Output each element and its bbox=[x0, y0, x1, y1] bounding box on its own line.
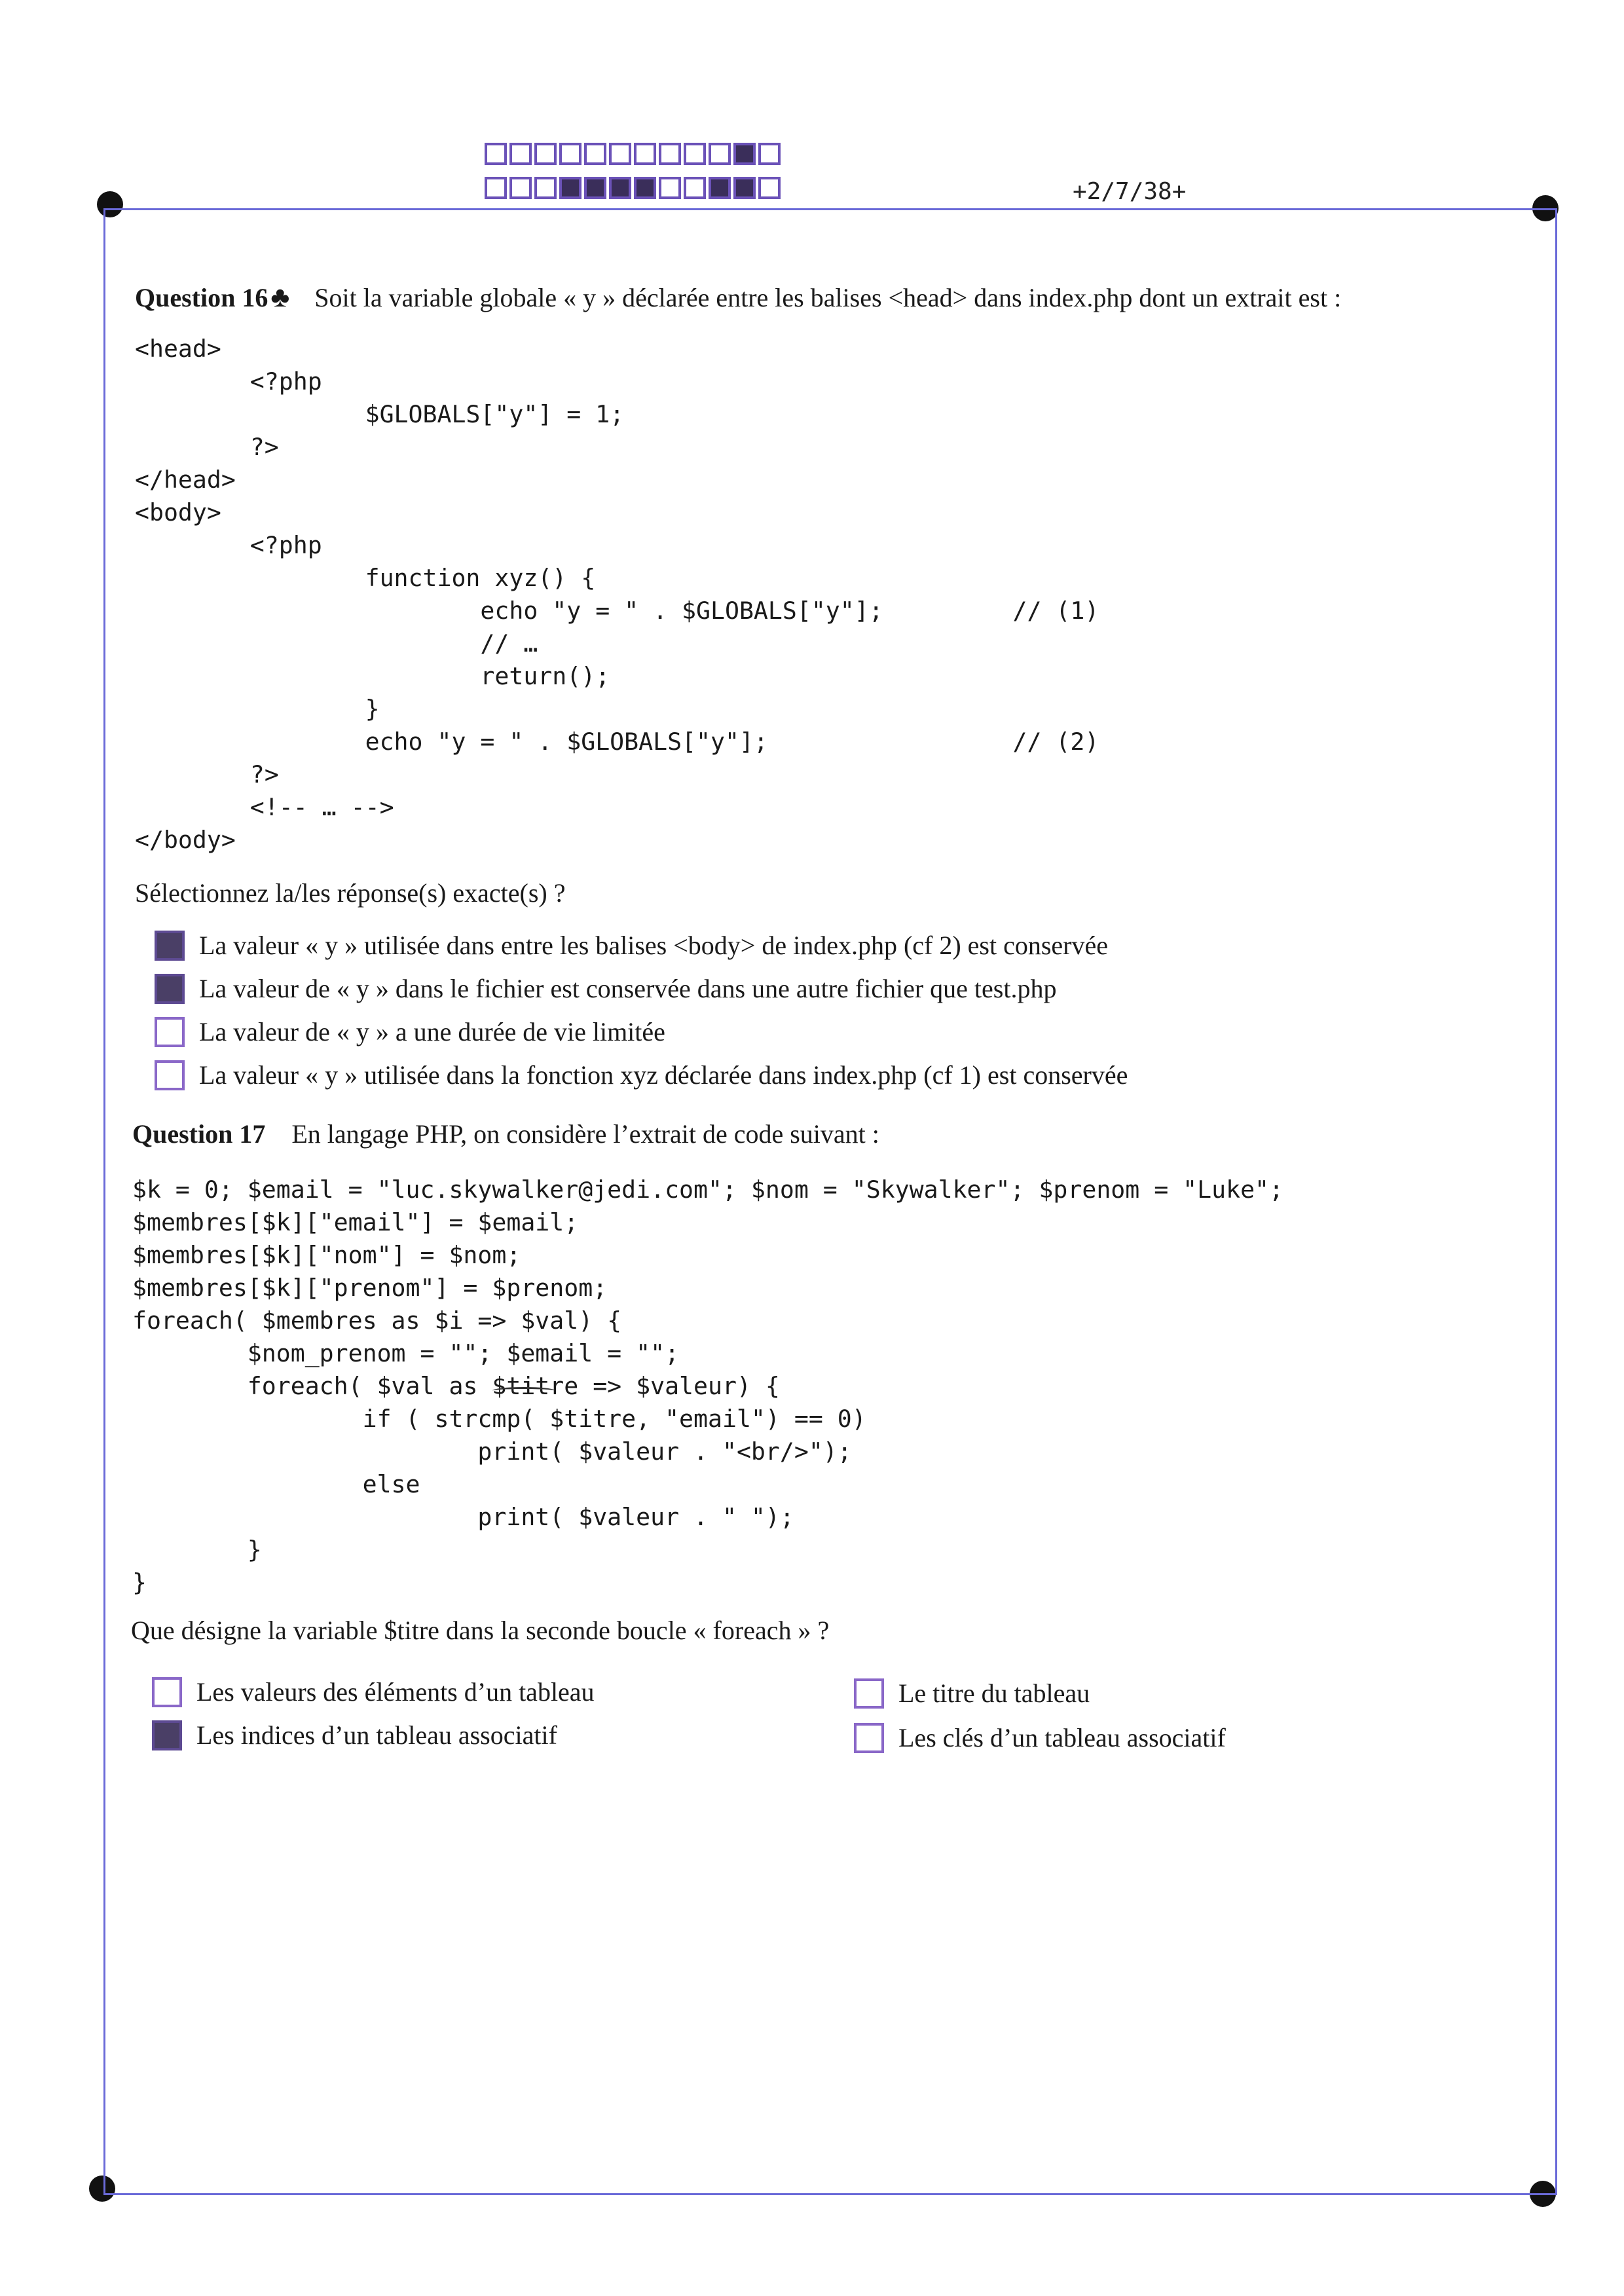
q16-answer-4[interactable] bbox=[155, 1060, 1128, 1090]
q16-answer-3[interactable] bbox=[155, 1016, 665, 1047]
barcode-cell bbox=[733, 143, 756, 165]
question-16-text: Soit la variable globale « y » déclarée entre les balises <head> dans index.php dont un extrait est : bbox=[314, 283, 1342, 312]
barcode-cell bbox=[485, 143, 507, 165]
barcode-cell bbox=[758, 143, 781, 165]
q16-answer-2[interactable] bbox=[155, 973, 1056, 1004]
q17-answer-4[interactable] bbox=[854, 1722, 1226, 1753]
q17-answer-2[interactable] bbox=[152, 1720, 557, 1750]
barcode-cell bbox=[609, 177, 631, 199]
barcode-cell bbox=[758, 177, 781, 199]
q17-answer-1-label: Les valeurs des éléments d’un tableau bbox=[196, 1677, 595, 1707]
question-17-label: Question 17 bbox=[132, 1119, 266, 1149]
barcode-cell bbox=[584, 143, 606, 165]
q16-answer-1-checkbox[interactable] bbox=[155, 931, 185, 961]
q16-answer-4-label: La valeur « y » utilisée dans la fonction xyz déclarée dans index.php (cf 1) est conservée bbox=[199, 1060, 1128, 1090]
question-16-code: <head> <?php $GLOBALS["y"] = 1; ?> </head> <body> <?php function xyz() { echo "y = " . $GLOBALS["y"]; // (1) // … return(); } echo "y = " . $GLOBALS["y"]; // (2) ?> <!-- … --> </body> bbox=[135, 335, 1099, 854]
q17-answer-1-checkbox[interactable] bbox=[152, 1677, 182, 1707]
q17-answer-4-label: Les clés d’un tableau associatif bbox=[898, 1723, 1226, 1752]
q16-answer-4-checkbox[interactable] bbox=[155, 1060, 185, 1090]
q17-answer-2-label: Les indices d’un tableau associatif bbox=[196, 1720, 557, 1750]
barcode-cell bbox=[509, 177, 532, 199]
barcode-cell bbox=[559, 177, 581, 199]
club-icon: ♣ bbox=[270, 281, 290, 313]
barcode-cell bbox=[634, 143, 656, 165]
q17-answer-3-label: Le titre du tableau bbox=[898, 1678, 1090, 1708]
barcode-cell bbox=[509, 143, 532, 165]
page-id: +2/7/38+ bbox=[1073, 178, 1187, 205]
barcode-cell bbox=[485, 177, 507, 199]
barcode-cell bbox=[709, 177, 731, 199]
q16-answer-1-label: La valeur « y » utilisée dans entre les balises <body> de index.php (cf 2) est conservée bbox=[199, 931, 1109, 960]
question-16-prompt: Sélectionnez la/les réponse(s) exacte(s) ? bbox=[135, 878, 566, 908]
q16-answer-3-checkbox[interactable] bbox=[155, 1017, 185, 1047]
barcode-cell bbox=[559, 143, 581, 165]
question-17-prompt: Que désigne la variable $titre dans la seconde boucle « foreach » ? bbox=[131, 1616, 830, 1645]
barcode-cell bbox=[709, 143, 731, 165]
barcode-cell bbox=[684, 177, 706, 199]
barcode-cell bbox=[634, 177, 656, 199]
barcode-cell bbox=[534, 177, 557, 199]
question-17-header bbox=[132, 1119, 879, 1149]
handwritten-underline bbox=[492, 1387, 555, 1394]
q17-answer-3-checkbox[interactable] bbox=[854, 1678, 884, 1709]
barcode-top-row bbox=[485, 143, 783, 165]
barcode-cell bbox=[659, 177, 681, 199]
q17-answer-4-checkbox[interactable] bbox=[854, 1723, 884, 1753]
q16-answer-2-label: La valeur de « y » dans le fichier est conservée dans une autre fichier que test.php bbox=[199, 974, 1057, 1003]
barcode-bottom-row bbox=[485, 177, 783, 199]
q16-answer-3-label: La valeur de « y » a une durée de vie limitée bbox=[199, 1017, 665, 1046]
barcode-cell bbox=[584, 177, 606, 199]
barcode-cell bbox=[659, 143, 681, 165]
q16-answer-2-checkbox[interactable] bbox=[155, 974, 185, 1004]
q17-answer-3[interactable] bbox=[854, 1678, 1090, 1709]
question-16-label: Question 16 bbox=[135, 283, 268, 312]
q17-answer-1[interactable] bbox=[152, 1676, 595, 1707]
barcode-cell bbox=[609, 143, 631, 165]
barcode-cell bbox=[684, 143, 706, 165]
question-17-text: En langage PHP, on considère l’extrait de code suivant : bbox=[291, 1119, 879, 1149]
barcode-cell bbox=[534, 143, 557, 165]
q16-answer-1[interactable] bbox=[155, 930, 1108, 961]
barcode-cell bbox=[733, 177, 756, 199]
question-16-header bbox=[135, 280, 1341, 314]
question-17-code: $k = 0; $email = "luc.skywalker@jedi.com"; $nom = "Skywalker"; $prenom = "Luke"; $membres[$k]["email"] = $email; $membres[$k]["nom"] = $nom; $membres[$k]["prenom"] = $prenom; foreach( $membres as $i => $val) { $nom_prenom = ""; $email = ""; foreach( $val as $titre => $valeur) { if ( strcmp( $titre, "email") == 0) print( $valeur . "<br/>"); else print( $valeur . " "); } } bbox=[132, 1176, 1283, 1597]
q17-answer-2-checkbox[interactable] bbox=[152, 1720, 182, 1750]
